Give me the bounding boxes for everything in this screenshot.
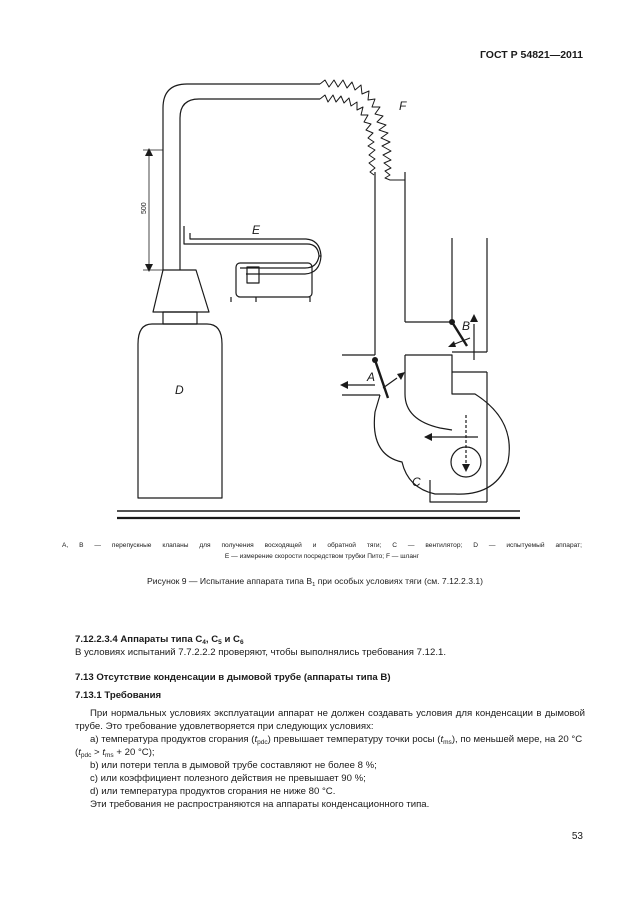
section-title: 7.13 Отсутствие конденсации в дымовой трубе (аппараты типа B)	[75, 672, 391, 683]
legend-line-1: A, B — перепускные клапаны для получения восходящей и обратной тяги; C — вентилятор; D — испытуемый аппарат;	[62, 542, 582, 549]
hose-f-inner	[320, 95, 375, 175]
section-body: В условиях испытаний 7.7.2.2.2 проверяют, чтобы выполнялись требования 7.12.1.	[75, 647, 446, 658]
dimension-500: 500	[141, 202, 148, 214]
figure-caption: Рисунок 9 — Испытание аппарата типа $B_1$ при особых условиях тяги (см. 7.12.2.3.1)	[146, 576, 484, 588]
condition-c: c) или коэффициент полезного действия не превышает 90 %;	[90, 773, 366, 784]
section-title: 7.12.2.3.4 Аппараты типа $C_4$, $C_5$ и $C_6$	[75, 634, 244, 646]
label-e: E	[252, 223, 261, 237]
note: Эти требования не распространяются на аппараты конденсационного типа.	[90, 799, 430, 810]
flue-pipe-outer	[163, 84, 320, 270]
section-7-13-1	[75, 689, 585, 811]
document-code: ГОСТ Р 54821—2011	[479, 49, 583, 61]
section-7-12-2-3-4	[75, 633, 585, 659]
label-c: C	[412, 475, 421, 489]
paragraph: При нормальных условиях эксплуатации аппарат не должен создавать условия для конденсации в дымовой трубе. Это требование удовлетворяется при следующих условиях:	[75, 708, 585, 732]
page-number: 53	[571, 831, 583, 842]
section-title: 7.13.1 Требования	[75, 690, 162, 701]
label-f: F	[399, 99, 407, 113]
label-b: B	[462, 319, 471, 333]
label-a: A	[367, 370, 376, 384]
damper-a	[375, 360, 388, 398]
section-7-13	[75, 671, 585, 684]
fan-housing	[374, 355, 509, 494]
condition-d: d) или температура продуктов сгорания не ниже 80 °C.	[90, 786, 336, 797]
appliance-d-body	[138, 324, 222, 498]
condition-a: a) температура продуктов сгорания $(t_{pdc})$ превышает температуру точки росы $(t_{ms})$, по меньшей мере, на 20 °C ($t_{pdc} > t_{ms} + 20$ °C);	[75, 734, 583, 759]
legend-line-2: E — измерение скорости посредством трубки Пито; F — шланг	[224, 553, 420, 560]
label-d: D	[175, 383, 184, 397]
condition-b: b) или потери тепла в дымовой трубе составляют не более 8 %;	[90, 760, 377, 771]
appliance-d-hood	[153, 270, 209, 312]
figure-legend	[62, 540, 582, 562]
